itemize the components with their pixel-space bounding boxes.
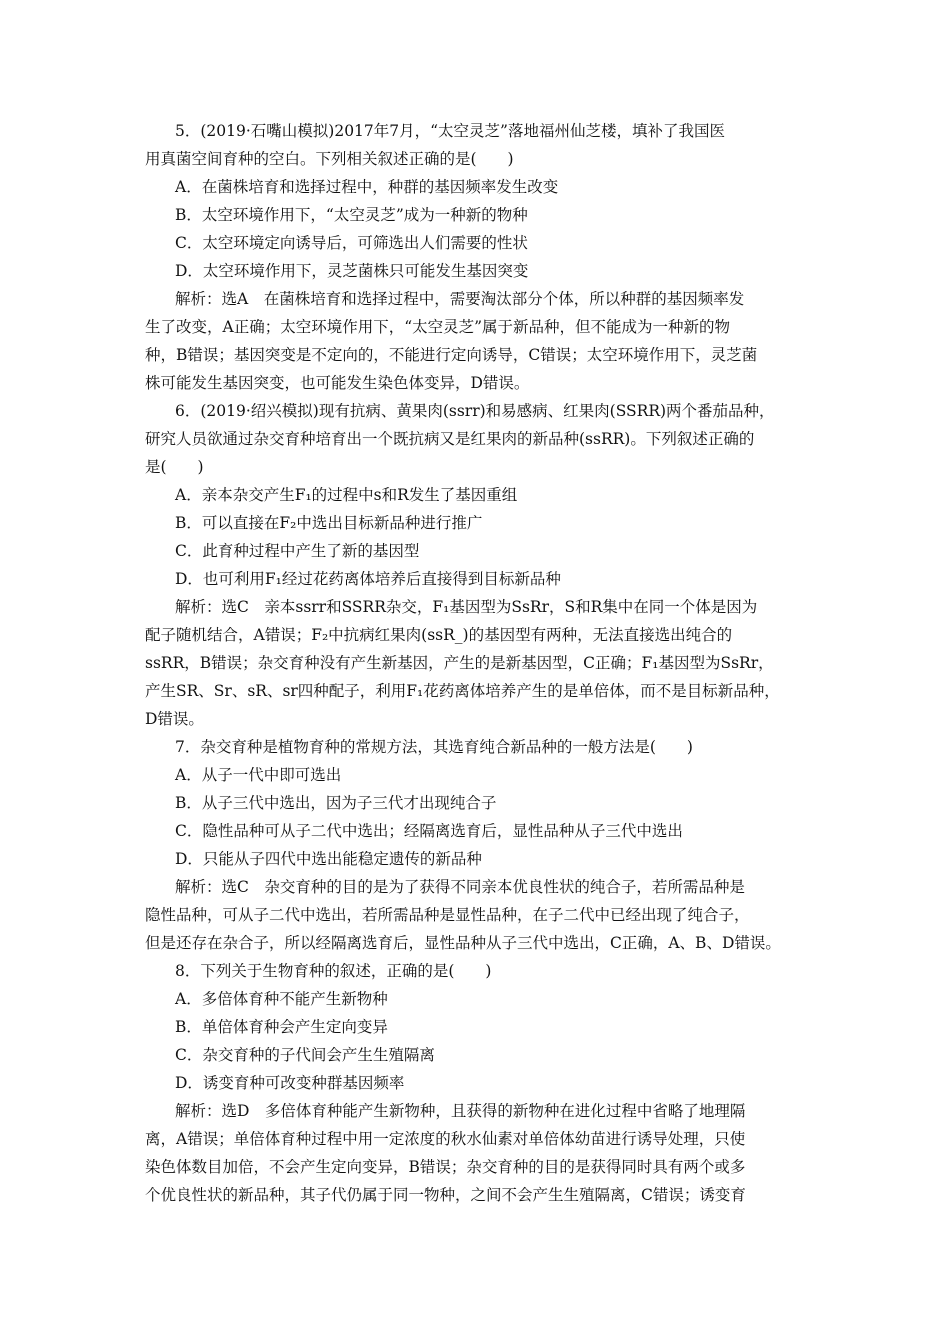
- q6-analysis-line-4: 产生SR、Sr、sR、sr四种配子，利用F₁花药离体培养产生的是单倍体，而不是目标新品种，: [145, 682, 780, 700]
- q7-analysis-line-1: 解析：选C 杂交育种的目的是为了获得不同亲本优良性状的纯合子，若所需品种是: [175, 878, 745, 896]
- q6-analysis-line-1: 解析：选C 亲本ssrr和SSRR杂交，F₁基因型为SsRr，S和R集中在同一个体是因为: [175, 598, 758, 616]
- q7-option-a: A．从子一代中即可选出: [175, 766, 342, 784]
- q8-analysis-line-4: 个优良性状的新品种，其子代仍属于同一物种，之间不会产生生殖隔离，C错误；诱变育: [145, 1186, 746, 1204]
- q5-option-c: C．太空环境定向诱导后，可筛选出人们需要的性状: [175, 234, 528, 252]
- q6-analysis-line-2: 配子随机结合，A错误；F₂中抗病红果肉(ssR_)的基因型有两种，无法直接选出纯合的: [145, 626, 733, 644]
- q6-stem-line-1: 6．(2019·绍兴模拟)现有抗病、黄果肉(ssrr)和易感病、红果肉(SSRR)两个番茄品种，: [175, 402, 775, 420]
- q8-option-d: D．诱变育种可改变种群基因频率: [175, 1074, 405, 1092]
- q8-analysis-line-2: 离，A错误；单倍体育种过程中用一定浓度的秋水仙素对单倍体幼苗进行诱导处理，只使: [145, 1130, 746, 1148]
- q8-analysis-line-1: 解析：选D 多倍体育种能产生新物种，且获得的新物种在进化过程中省略了地理隔: [175, 1102, 746, 1120]
- q6-option-c: C．此育种过程中产生了新的基因型: [175, 542, 420, 560]
- q8-option-a: A．多倍体育种不能产生新物种: [175, 990, 388, 1008]
- q6-option-a: A．亲本杂交产生F₁的过程中s和R发生了基因重组: [175, 486, 518, 504]
- q6-analysis-line-5: D错误。: [145, 710, 204, 728]
- q7-analysis-line-2: 隐性品种，可从子二代中选出，若所需品种是显性品种，在子二代中已经出现了纯合子，: [145, 906, 750, 924]
- q8-stem-line-1: 8．下列关于生物育种的叙述，正确的是( ): [175, 962, 492, 980]
- q8-analysis-line-3: 染色体数目加倍，不会产生定向变异，B错误；杂交育种的目的是获得同时具有两个或多: [145, 1158, 746, 1176]
- q6-option-d: D．也可利用F₁经过花药离体培养后直接得到目标新品种: [175, 570, 561, 588]
- q7-stem-line-1: 7．杂交育种是植物育种的常规方法，其选育纯合新品种的一般方法是( ): [175, 738, 693, 756]
- q5-analysis-line-1: 解析：选A 在菌株培育和选择过程中，需要淘汰部分个体，所以种群的基因频率发: [175, 290, 745, 308]
- q8-option-c: C．杂交育种的子代间会产生生殖隔离: [175, 1046, 435, 1064]
- q5-option-b: B．太空环境作用下，“太空灵芝”成为一种新的物种: [175, 206, 528, 224]
- q6-stem-line-2: 研究人员欲通过杂交育种培育出一个既抗病又是红果肉的新品种(ssRR)。下列叙述正确的: [145, 430, 755, 448]
- q5-analysis-line-3: 种，B错误；基因突变是不定向的，不能进行定向诱导，C错误；太空环境作用下，灵芝菌: [145, 346, 758, 364]
- q8-option-b: B．单倍体育种会产生定向变异: [175, 1018, 388, 1036]
- q6-option-b: B．可以直接在F₂中选出目标新品种进行推广: [175, 514, 483, 532]
- q7-option-c: C．隐性品种可从子二代中选出；经隔离选育后，显性品种从子三代中选出: [175, 822, 683, 840]
- q5-option-d: D．太空环境作用下，灵芝菌株只可能发生基因突变: [175, 262, 529, 280]
- q5-analysis-line-2: 生了改变，A正确；太空环境作用下，“太空灵芝”属于新品种，但不能成为一种新的物: [145, 318, 731, 336]
- q7-option-b: B．从子三代中选出，因为子三代才出现纯合子: [175, 794, 497, 812]
- q7-analysis-line-3: 但是还存在杂合子，所以经隔离选育后，显性品种从子三代中选出，C正确，A、B、D错误。: [145, 934, 781, 952]
- q5-stem-line-2: 用真菌空间育种的空白。下列相关叙述正确的是( ): [145, 150, 514, 168]
- q6-stem-line-3: 是( ): [145, 458, 204, 476]
- q5-option-a: A．在菌株培育和选择过程中，种群的基因频率发生改变: [175, 178, 559, 196]
- q5-analysis-line-4: 株可能发生基因突变，也可能发生染色体变异，D错误。: [145, 374, 530, 392]
- q6-analysis-line-3: ssRR，B错误；杂交育种没有产生新基因，产生的是新基因型，C正确；F₁基因型为SsRr，: [145, 654, 774, 672]
- q7-option-d: D．只能从子四代中选出能稳定遗传的新品种: [175, 850, 482, 868]
- q5-stem-line-1: 5．(2019·石嘴山模拟)2017年7月，“太空灵芝”落地福州仙芝楼，填补了我国医: [175, 122, 725, 140]
